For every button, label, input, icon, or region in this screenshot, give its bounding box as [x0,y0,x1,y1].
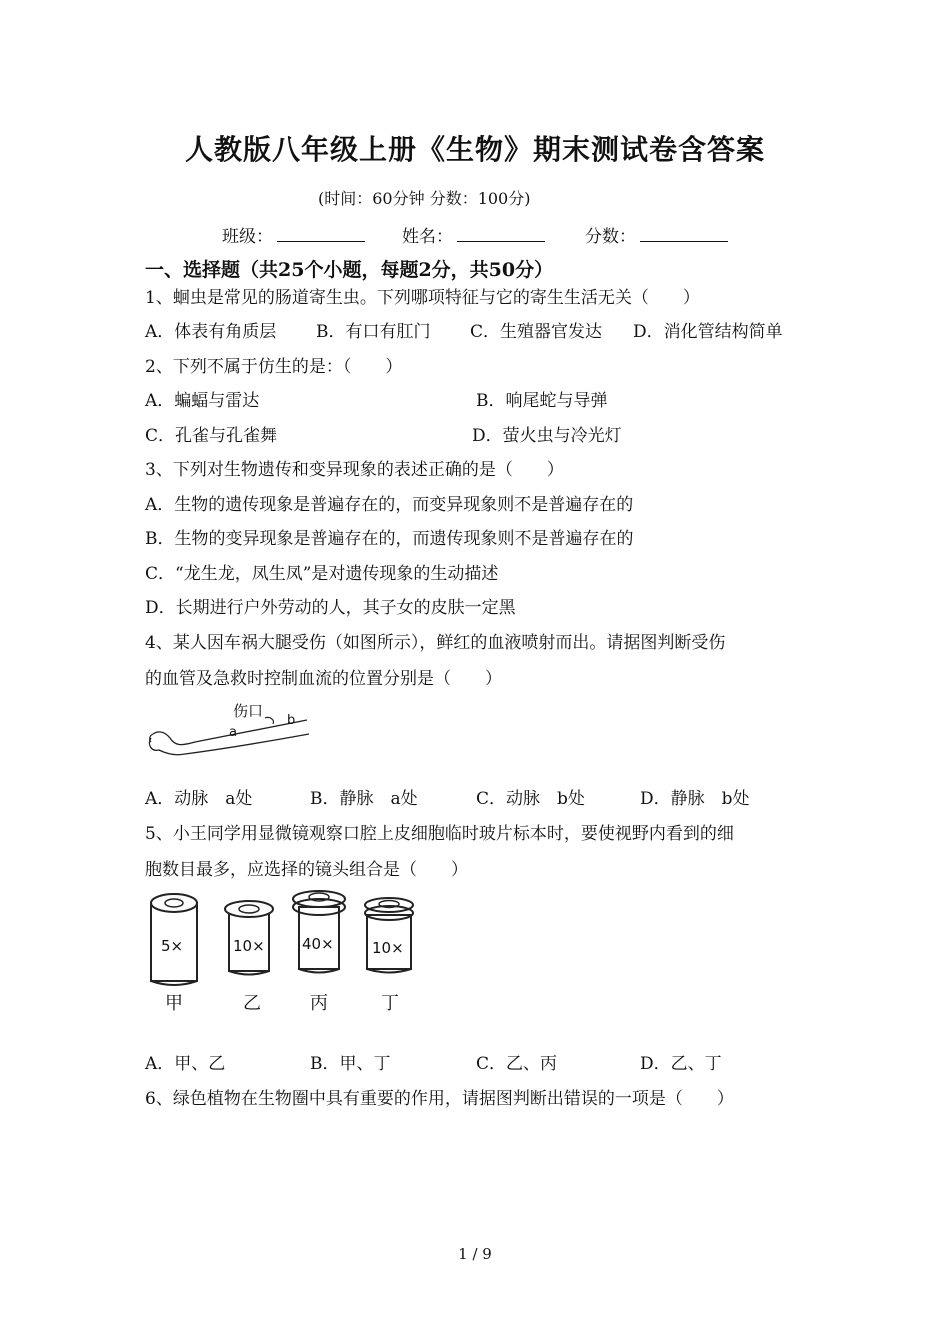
lens-ding [365,898,413,1014]
q2-option-c: C．孔雀与孔雀舞 [145,426,278,446]
q2-option-a: A．蝙蝠与雷达 [145,391,260,411]
exam-time-score: (时间：60分钟 分数：100分) [318,189,531,208]
class-field [222,222,365,247]
q1-option-c: C．生殖器官发达 [470,322,603,342]
q4-stem-line1: 4、某人因车祸大腿受伤（如图所示），鲜红的血液喷射而出。请据图判断受伤 [145,633,726,653]
q3-option-b: B．生物的变异现象是普遍存在的，而遗传现象则不是普遍存在的 [145,529,634,549]
lens-yi [225,901,273,1014]
q1-option-d: D．消化管结构简单 [633,322,783,342]
q1-option-b: B．有口有肛门 [316,322,431,342]
lens-bing-mag: 40× [302,935,334,953]
score-label: 分数： [585,227,636,247]
class-label: 班级： [222,227,273,247]
q1-option-a: A．体表有角质层 [145,322,277,342]
lens-yi-label: 乙 [243,993,261,1014]
point-a-label: a [229,725,237,740]
class-blank [277,227,365,242]
q2-option-d: D．萤火虫与冷光灯 [472,426,622,446]
leg-wound-figure [145,694,315,764]
q5-stem-line1: 5、小王同学用显微镜观察口腔上皮细胞临时玻片标本时，要使视野内看到的细 [145,824,734,844]
q4-option-a: A．动脉 a处 [145,789,253,809]
q3-option-d: D．长期进行户外劳动的人，其子女的皮肤一定黑 [145,598,516,618]
q5-option-d: D．乙、丁 [640,1054,722,1074]
q6-stem: 6、绿色植物在生物圈中具有重要的作用，请据图判断出错误的一项是（ ） [145,1089,734,1109]
name-blank [457,227,545,242]
lens-ding-mag: 10× [372,939,404,957]
q1-stem: 1、蛔虫是常见的肠道寄生虫。下列哪项特征与它的寄生生活无关（ ） [145,288,700,308]
q5-stem-line2: 胞数目最多，应选择的镜头组合是（ ） [145,860,468,880]
q5-option-a: A．甲、乙 [145,1054,226,1074]
page-title: 人教版八年级上册《生物》期末测试卷含答案 [184,133,765,166]
point-b-label: b [287,713,296,728]
lens-yi-mag: 10× [233,937,265,955]
q3-option-a: A．生物的遗传现象是普遍存在的，而变异现象则不是普遍存在的 [145,495,634,515]
name-label: 姓名： [402,227,453,247]
lens-bing [293,891,345,1014]
q4-option-b: B．静脉 a处 [310,789,418,809]
q2-option-b: B．响尾蛇与导弹 [476,391,608,411]
q4-option-d: D．静脉 b处 [640,789,750,809]
q5-option-b: B．甲、丁 [310,1054,391,1074]
page-number: 1 / 9 [458,1245,492,1263]
microscope-lenses-figure [145,885,425,1020]
q5-option-c: C．乙、丙 [476,1054,558,1074]
q3-stem: 3、下列对生物遗传和变异现象的表述正确的是（ ） [145,460,564,480]
section-heading: 一、选择题（共25个小题，每题2分，共50分） [145,259,554,281]
lens-ding-label: 丁 [381,993,399,1014]
lens-jia [151,894,197,1014]
lens-jia-mag: 5× [161,937,184,955]
q4-option-c: C．动脉 b处 [476,789,585,809]
score-field [585,222,728,247]
name-field [402,222,545,247]
q3-option-c: C．“龙生龙，凤生凤”是对遗传现象的生动描述 [145,564,499,584]
q4-stem-line2: 的血管及急救时控制血流的位置分别是（ ） [145,669,502,689]
lens-bing-label: 丙 [310,993,328,1014]
wound-label: 伤口 [233,702,264,720]
score-blank [640,227,728,242]
lens-jia-label: 甲 [165,993,183,1014]
q2-stem: 2、下列不属于仿生的是：（ ） [145,357,403,377]
